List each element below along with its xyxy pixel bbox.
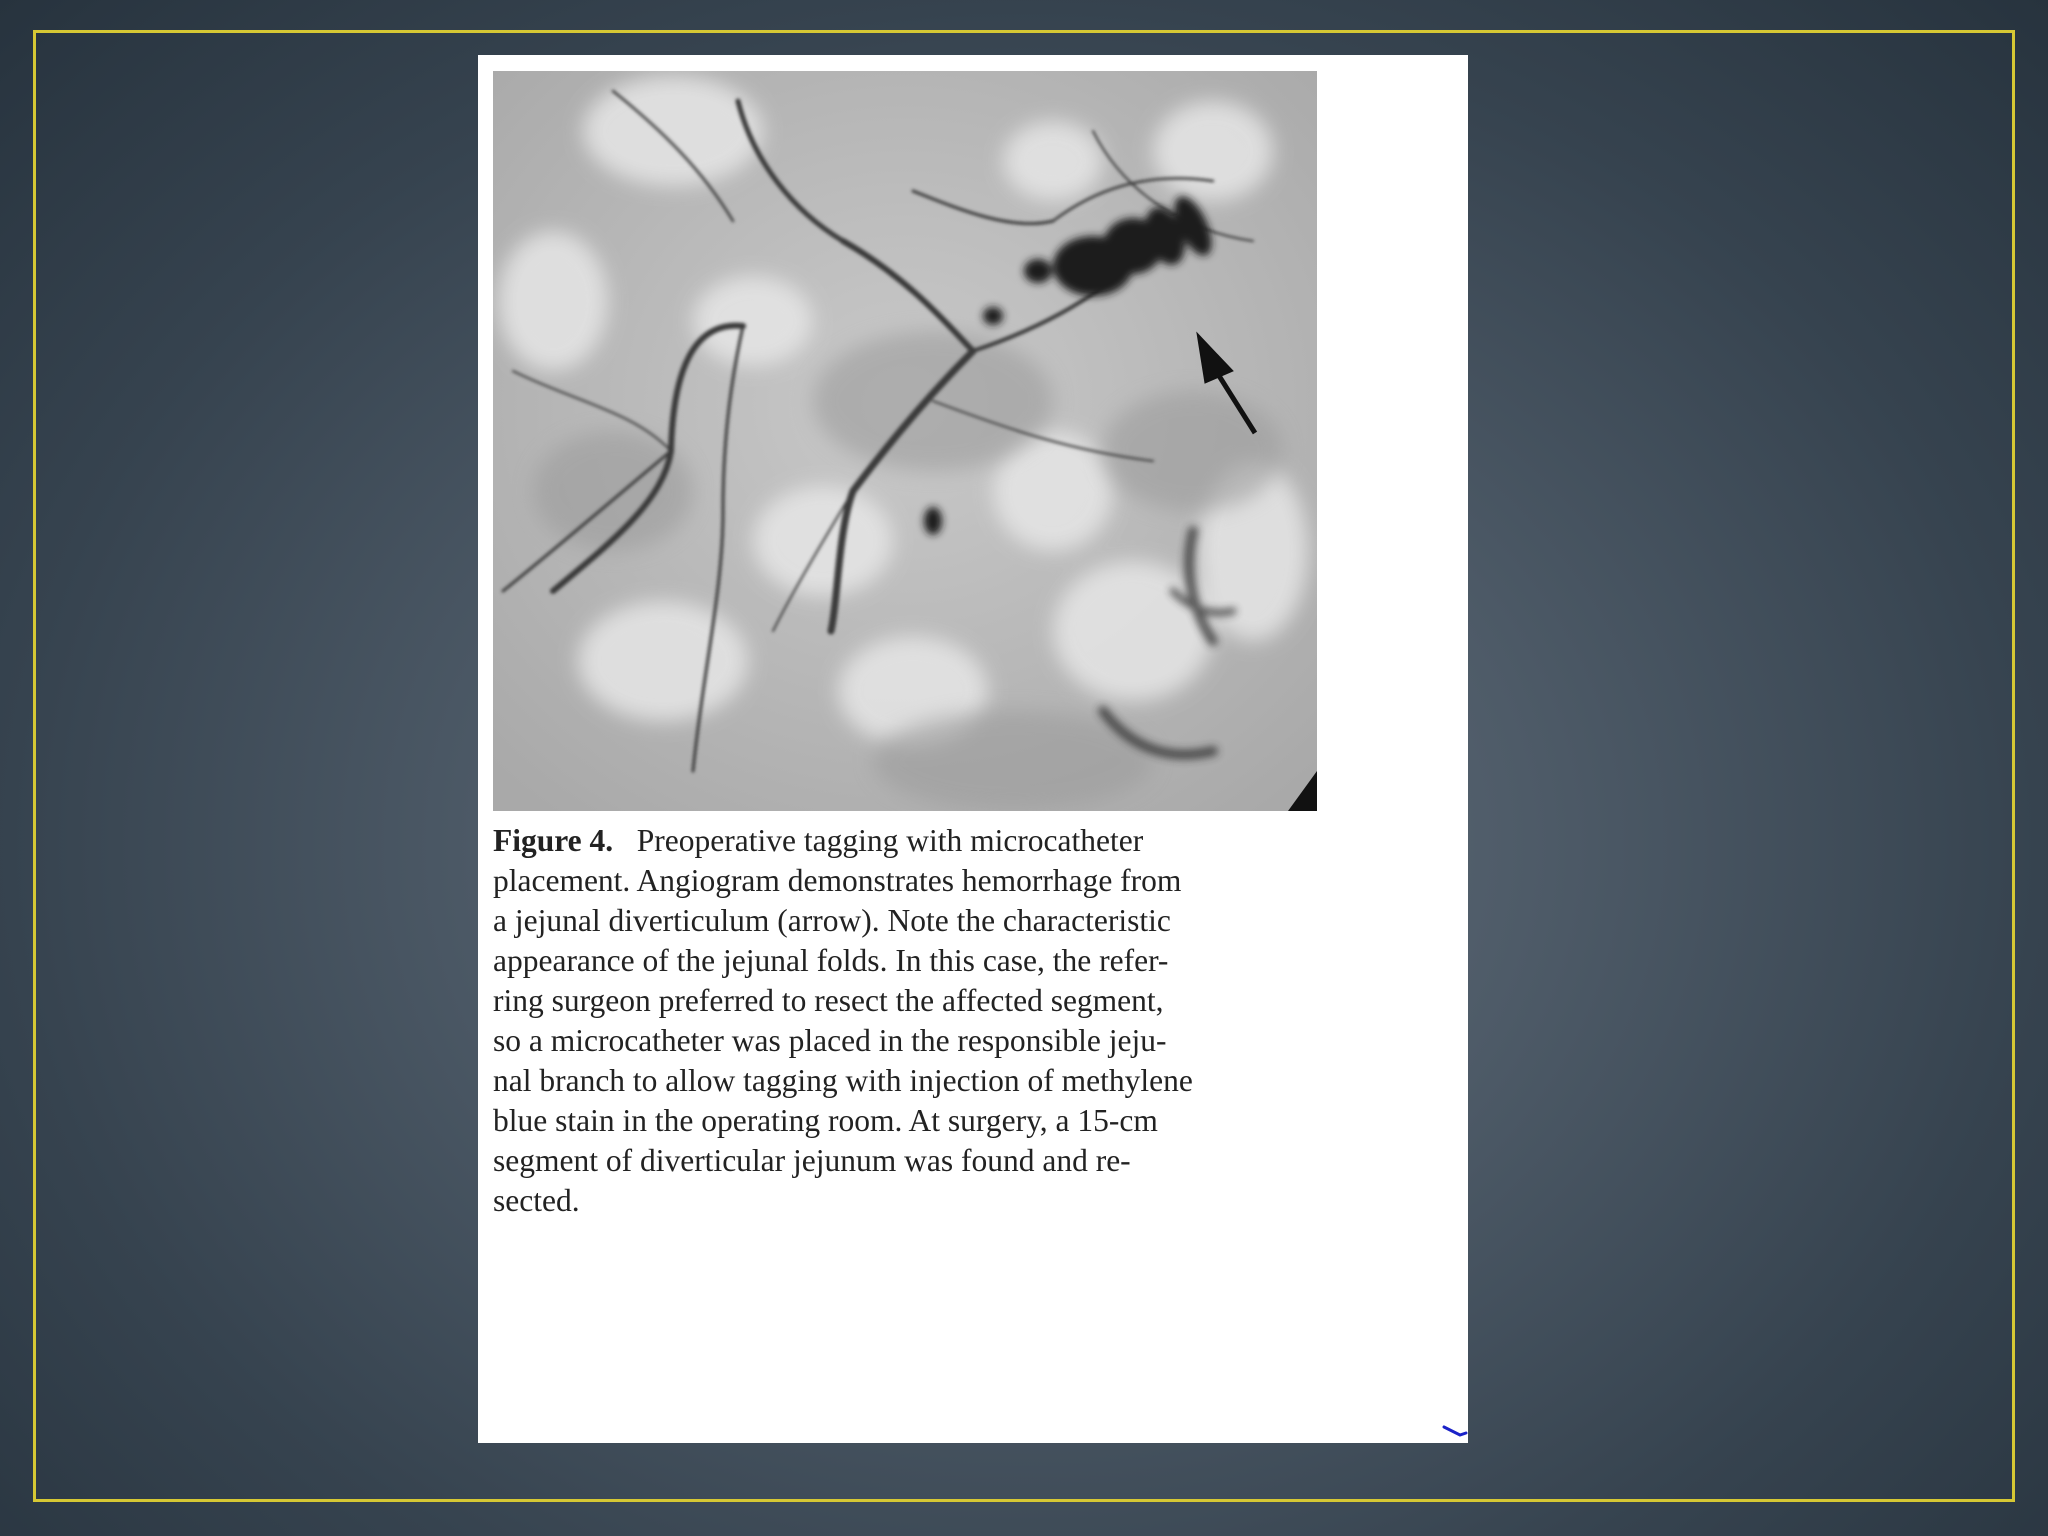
corner-mark-icon <box>1442 1425 1468 1439</box>
caption-line: segment of diverticular jejunum was found and re- <box>493 1143 1131 1178</box>
caption-line: ring surgeon preferred to resect the affected segment, <box>493 983 1164 1018</box>
caption-line: nal branch to allow tagging with injection of methylene <box>493 1063 1193 1098</box>
caption-line: placement. Angiogram demonstrates hemorrhage from <box>493 863 1182 898</box>
caption-line: a jejunal diverticulum (arrow). Note the characteristic <box>493 903 1171 938</box>
figure-caption <box>493 821 1323 1221</box>
caption-line: so a microcatheter was placed in the responsible jeju- <box>493 1023 1167 1058</box>
angiogram-image <box>493 71 1317 811</box>
paper-page <box>478 55 1468 1443</box>
caption-line: Figure 4. Preoperative tagging with microcatheter <box>493 823 1144 858</box>
caption-line: appearance of the jejunal folds. In this case, the refer- <box>493 943 1169 978</box>
figure-label: Figure 4. <box>493 823 614 858</box>
caption-line: blue stain in the operating room. At surgery, a 15-cm <box>493 1103 1158 1138</box>
caption-line: sected. <box>493 1183 580 1218</box>
